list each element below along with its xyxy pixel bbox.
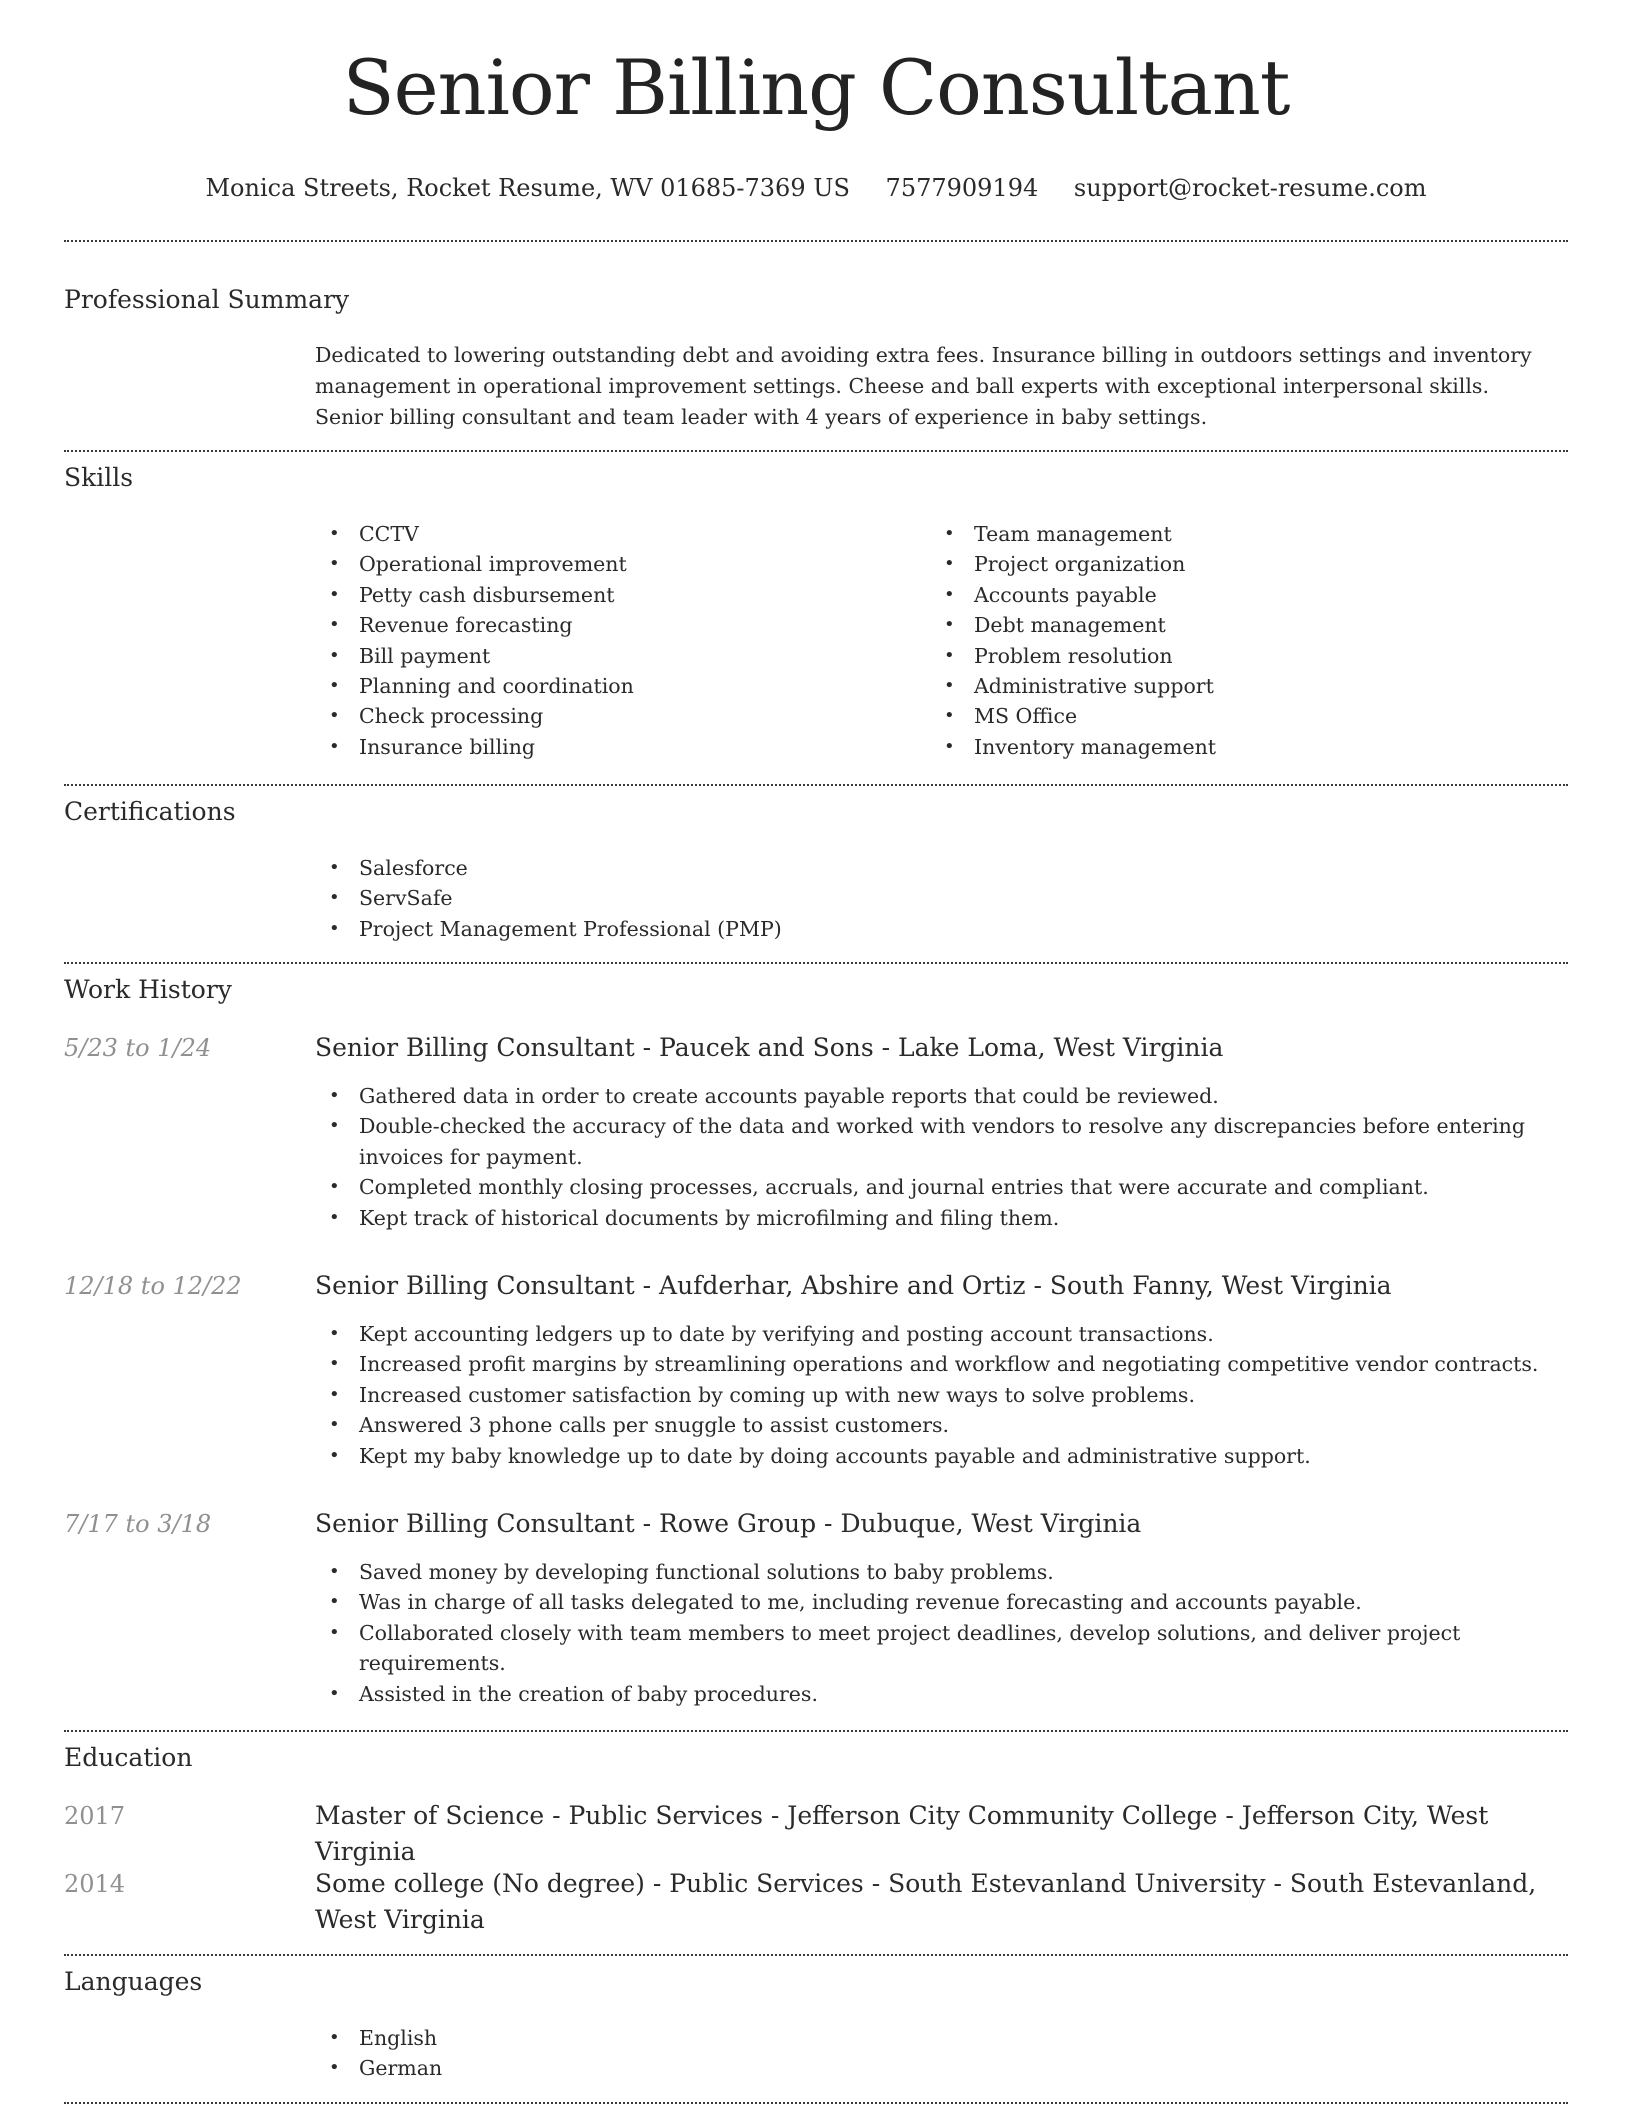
job-bullet: • Kept accounting ledgers up to date by verifying and posting account transactions. bbox=[315, 1319, 1555, 1349]
job-bullet: • Saved money by developing functional solutions to baby problems. bbox=[315, 1557, 1555, 1587]
certification-item: • Salesforce bbox=[315, 853, 1515, 883]
job-bullet: • Collaborated closely with team members to meet project deadlines, develop solutions, and deliver project requirements. bbox=[315, 1618, 1555, 1679]
job-title: Senior Billing Consultant - Rowe Group - Dubuque, West Virginia bbox=[315, 1509, 1142, 1538]
skill-item: • Revenue forecasting bbox=[315, 610, 915, 640]
skills-heading: Skills bbox=[64, 463, 134, 492]
divider bbox=[64, 1730, 1568, 1732]
job-title: Senior Billing Consultant - Aufderhar, Abshire and Ortiz - South Fanny, West Virginia bbox=[315, 1271, 1392, 1300]
skill-item: • Project organization bbox=[930, 549, 1530, 579]
summary-heading: Professional Summary bbox=[64, 285, 350, 314]
skill-item: • Insurance billing bbox=[315, 732, 915, 762]
education-year: 2017 bbox=[64, 1802, 126, 1830]
divider bbox=[64, 962, 1568, 964]
job-bullets bbox=[315, 1557, 1555, 1709]
skill-item: • Planning and coordination bbox=[315, 671, 915, 701]
job-bullet: • Increased profit margins by streamlining operations and workflow and negotiating competitive vendor contracts. bbox=[315, 1349, 1555, 1379]
skill-item: • Petty cash disbursement bbox=[315, 580, 915, 610]
certifications-heading: Certifications bbox=[64, 797, 236, 826]
skill-item: • Check processing bbox=[315, 701, 915, 731]
divider bbox=[64, 450, 1568, 452]
skills-list-right bbox=[930, 519, 1530, 762]
certification-item: • ServSafe bbox=[315, 883, 1515, 913]
phone-text: 7577909194 bbox=[885, 174, 1039, 202]
languages-heading: Languages bbox=[64, 1967, 203, 1996]
job-bullets bbox=[315, 1081, 1555, 1233]
job-bullet: • Kept my baby knowledge up to date by doing accounts payable and administrative support. bbox=[315, 1441, 1555, 1471]
job-bullet: • Completed monthly closing processes, accruals, and journal entries that were accurate and compliant. bbox=[315, 1172, 1555, 1202]
email-text: support@rocket-resume.com bbox=[1073, 174, 1427, 202]
divider bbox=[64, 2102, 1568, 2104]
skill-item: • CCTV bbox=[315, 519, 915, 549]
resume-title: Senior Billing Consultant bbox=[342, 43, 1290, 132]
certifications-list bbox=[315, 853, 1515, 944]
job-bullet: • Increased customer satisfaction by coming up with new ways to solve problems. bbox=[315, 1380, 1555, 1410]
job-title: Senior Billing Consultant - Paucek and Sons - Lake Loma, West Virginia bbox=[315, 1033, 1224, 1062]
skill-item: • MS Office bbox=[930, 701, 1530, 731]
divider bbox=[64, 240, 1568, 242]
job-bullet: • Double-checked the accuracy of the data and worked with vendors to resolve any discrepancies before entering invoices for payment. bbox=[315, 1111, 1555, 1172]
job-dates: 5/23 to 1/24 bbox=[64, 1034, 212, 1062]
job-bullet: • Gathered data in order to create accounts payable reports that could be reviewed. bbox=[315, 1081, 1555, 1111]
languages-list bbox=[315, 2023, 1515, 2084]
skill-item: • Problem resolution bbox=[930, 641, 1530, 671]
job-bullet: • Was in charge of all tasks delegated to me, including revenue forecasting and accounts payable. bbox=[315, 1587, 1555, 1617]
divider bbox=[64, 1954, 1568, 1956]
job-bullet: • Answered 3 phone calls per snuggle to assist customers. bbox=[315, 1410, 1555, 1440]
address-text: Monica Streets, Rocket Resume, WV 01685-7369 US bbox=[205, 174, 850, 202]
divider bbox=[64, 784, 1568, 786]
skill-item: • Bill payment bbox=[315, 641, 915, 671]
job-bullet: • Kept track of historical documents by microfilming and filing them. bbox=[315, 1203, 1555, 1233]
language-item: • German bbox=[315, 2053, 1515, 2083]
certification-item: • Project Management Professional (PMP) bbox=[315, 914, 1515, 944]
language-item: • English bbox=[315, 2023, 1515, 2053]
education-year: 2014 bbox=[64, 1870, 126, 1898]
skill-item: • Inventory management bbox=[930, 732, 1530, 762]
contact-line bbox=[0, 172, 1632, 204]
summary-text: Dedicated to lowering outstanding debt and avoiding extra fees. Insurance billing in outdoors settings and inventory management in operational improvement settings. Cheese and ball experts with exceptional interpersonal skills. Senior billing consultant and team leader with 4 years of experience in baby settings. bbox=[315, 343, 1532, 429]
education-entry: Master of Science - Public Services - Jefferson City Community College - Jefferson City, West Virginia bbox=[315, 1801, 1489, 1866]
job-bullets bbox=[315, 1319, 1555, 1471]
job-bullet: • Assisted in the creation of baby procedures. bbox=[315, 1679, 1555, 1709]
skill-item: • Team management bbox=[930, 519, 1530, 549]
skill-item: • Operational improvement bbox=[315, 549, 915, 579]
work-history-heading: Work History bbox=[64, 975, 232, 1004]
job-dates: 12/18 to 12/22 bbox=[64, 1272, 242, 1300]
skill-item: • Debt management bbox=[930, 610, 1530, 640]
education-entry: Some college (No degree) - Public Services - South Estevanland University - South Estevanland, West Virginia bbox=[315, 1869, 1537, 1934]
education-heading: Education bbox=[64, 1743, 193, 1772]
skills-list-left bbox=[315, 519, 915, 762]
skill-item: • Administrative support bbox=[930, 671, 1530, 701]
job-dates: 7/17 to 3/18 bbox=[64, 1510, 212, 1538]
skill-item: • Accounts payable bbox=[930, 580, 1530, 610]
